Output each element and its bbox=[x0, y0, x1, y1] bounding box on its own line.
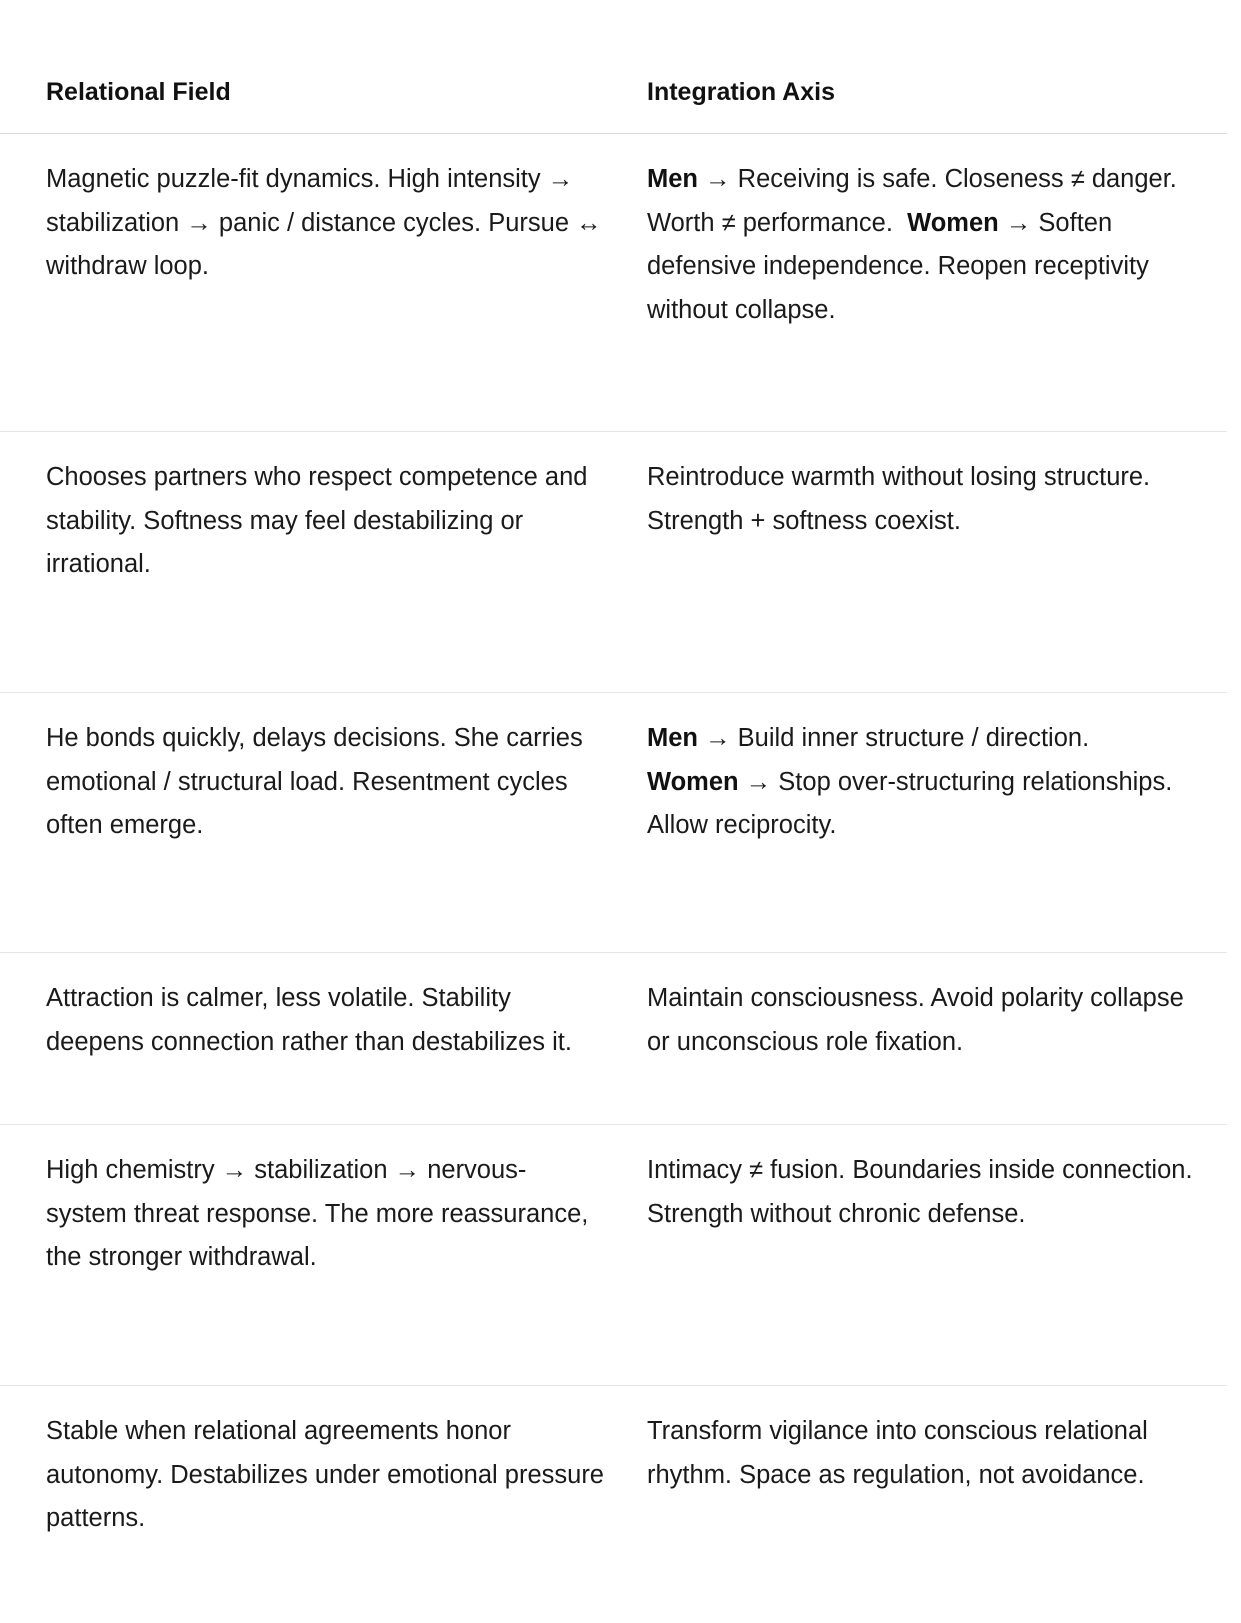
women-text: → Stop over-structuring relationships. Allow reciprocity. bbox=[647, 767, 1173, 839]
women-label: Women bbox=[647, 767, 739, 796]
table-row bbox=[0, 953, 1227, 1125]
relational-field-cell: High chemistry → stabilization → nervous-system threat response. The more reassurance, the stronger withdrawal. bbox=[46, 1156, 589, 1271]
integration-axis-cell: Intimacy ≠ fusion. Boundaries inside connection. Strength without chronic defense. bbox=[647, 1156, 1193, 1228]
table-header-row bbox=[0, 0, 1227, 134]
relational-field-cell: Stable when relational agreements honor autonomy. Destabilizes under emotional pressure patterns. bbox=[46, 1417, 604, 1532]
men-text: → Receiving is safe. Closeness ≠ danger. Worth ≠ performance. bbox=[647, 165, 1184, 237]
table-row bbox=[0, 134, 1227, 432]
relational-field-cell: Attraction is calmer, less volatile. Stability deepens connection rather than destabilizes it. bbox=[46, 984, 572, 1056]
relational-field-cell: Chooses partners who respect competence and stability. Softness may feel destabilizing or irrational. bbox=[46, 463, 588, 578]
men-label: Men bbox=[647, 165, 698, 193]
relational-field-cell: Magnetic puzzle-fit dynamics. High intensity → stabilization → panic / distance cycles. Pursue ↔ withdraw loop. bbox=[46, 165, 602, 280]
relational-field-cell: He bonds quickly, delays decisions. She carries emotional / structural load. Resentment cycles often emerge. bbox=[46, 724, 583, 839]
women-text: → Soften defensive independence. Reopen receptivity without collapse. bbox=[647, 208, 1149, 324]
header-integration-axis: Integration Axis bbox=[647, 78, 835, 106]
men-text: → Build inner structure / direction. bbox=[698, 724, 1090, 752]
integration-axis-cell bbox=[647, 158, 1207, 332]
integration-axis-cell bbox=[647, 717, 1207, 848]
table-row bbox=[0, 693, 1227, 953]
table-row bbox=[0, 432, 1227, 693]
integration-axis-cell: Reintroduce warmth without losing structure. Strength + softness coexist. bbox=[647, 463, 1151, 535]
table-row bbox=[0, 1125, 1227, 1386]
men-label: Men bbox=[647, 724, 698, 752]
header-relational-field: Relational Field bbox=[46, 78, 231, 106]
table-row bbox=[0, 1386, 1227, 1616]
integration-axis-cell: Transform vigilance into conscious relational rhythm. Space as regulation, not avoidance. bbox=[647, 1417, 1148, 1489]
integration-axis-cell: Maintain consciousness. Avoid polarity collapse or unconscious role fixation. bbox=[647, 984, 1184, 1056]
women-label: Women bbox=[907, 208, 999, 237]
